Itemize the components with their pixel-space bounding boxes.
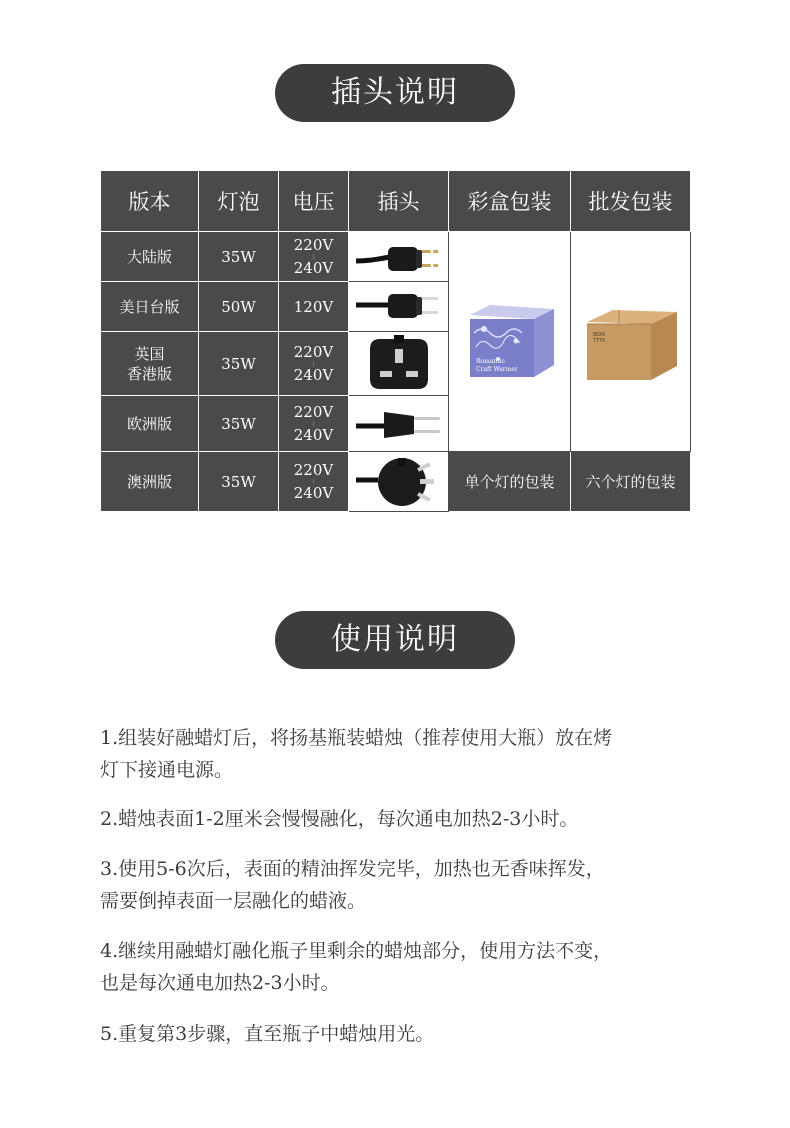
bulb-cell: 50W — [199, 282, 279, 332]
version-cell — [101, 332, 199, 396]
header-bulb: 灯泡 — [199, 171, 279, 232]
wholesale-image-cell — [571, 232, 691, 452]
color-box-label: 单个灯的包装 — [449, 452, 571, 512]
bulb-cell: 35W — [199, 396, 279, 452]
us-two-prong-plug-icon — [356, 287, 442, 327]
bulb-cell: 35W — [199, 452, 279, 512]
color-box-image — [464, 303, 556, 381]
uk-three-pin-plug-icon — [364, 335, 434, 393]
step-line: 4.继续用融蜡灯融化瓶子里剩余的蜡烛部分，使用方法不变， — [100, 940, 613, 962]
version-cell: 澳洲版 — [101, 452, 199, 512]
plug-image-cell — [349, 332, 449, 396]
instruction-step-1 — [100, 722, 700, 786]
plug-image-cell — [349, 282, 449, 332]
version-cell: 大陆版 — [101, 232, 199, 282]
carton-stamp-1: BBXX — [592, 331, 605, 338]
header-version: 版本 — [101, 171, 199, 232]
carton-stamp-2: TTTX — [592, 337, 605, 344]
box-text-2: Craft Warmer — [475, 365, 518, 373]
bulb-cell: 35W — [199, 232, 279, 282]
instruction-step-5 — [100, 1018, 700, 1050]
step-line: 需要倒掉表面一层融化的蜡液。 — [100, 890, 367, 912]
step-line: 2.蜡烛表面1-2厘米会慢慢融化，每次通电加热2-3小时。 — [100, 808, 579, 830]
version-cell: 美日台版 — [101, 282, 199, 332]
table-row — [101, 452, 691, 512]
voltage-cell — [279, 452, 349, 512]
au-angled-pin-plug-icon — [356, 454, 442, 510]
header-wholesale: 批发包装 — [571, 171, 691, 232]
voltage-cell — [279, 396, 349, 452]
plug-image-cell — [349, 232, 449, 282]
header-plug: 插头 — [349, 171, 449, 232]
color-box-image-cell — [449, 232, 571, 452]
voltage-cell — [279, 232, 349, 282]
bulb-cell: 35W — [199, 332, 279, 396]
voltage-top: 220V — [293, 343, 334, 361]
version-line1: 英国 — [134, 344, 165, 363]
voltage-bottom: 240V — [293, 426, 334, 444]
box-text-1: Romantic — [475, 357, 505, 365]
table-row — [101, 232, 691, 282]
step-line: 5.重复第3步骤，直至瓶子中蜡烛用光。 — [100, 1023, 435, 1045]
voltage-bottom: 240V — [293, 366, 334, 384]
voltage-top: 220V — [293, 403, 334, 421]
version-line2: 香港版 — [126, 364, 172, 383]
us-two-prong-plug-icon — [356, 237, 442, 277]
plug-section-title: 插头说明 — [275, 64, 515, 122]
voltage-top: 220V — [293, 236, 334, 254]
step-line: 也是每次通电加热2-3小时。 — [100, 972, 340, 994]
header-voltage: 电压 — [279, 171, 349, 232]
step-line: 灯下接通电源。 — [100, 759, 234, 781]
usage-section-title: 使用说明 — [275, 611, 515, 669]
plug-image-cell — [349, 396, 449, 452]
header-color-box: 彩盒包装 — [449, 171, 571, 232]
instruction-step-2 — [100, 803, 700, 835]
table-header-row — [101, 171, 691, 232]
plug-spec-table — [100, 170, 691, 512]
eu-round-pin-plug-icon — [356, 402, 442, 446]
step-line: 3.使用5-6次后，表面的精油挥发完毕，加热也无香味挥发， — [100, 858, 605, 880]
instruction-step-3 — [100, 853, 700, 917]
voltage-top: 220V — [293, 461, 334, 479]
voltage-cell: 120V — [279, 282, 349, 332]
voltage-cell — [279, 332, 349, 396]
voltage-bottom: 240V — [293, 259, 334, 277]
voltage-bottom: 240V — [293, 484, 334, 502]
carton-box-image — [583, 302, 679, 382]
instruction-step-4 — [100, 935, 700, 999]
wholesale-label: 六个灯的包装 — [571, 452, 691, 512]
plug-image-cell — [349, 452, 449, 512]
version-cell: 欧洲版 — [101, 396, 199, 452]
step-line: 1.组装好融蜡灯后，将扬基瓶装蜡烛（推荐使用大瓶）放在烤 — [100, 727, 613, 749]
